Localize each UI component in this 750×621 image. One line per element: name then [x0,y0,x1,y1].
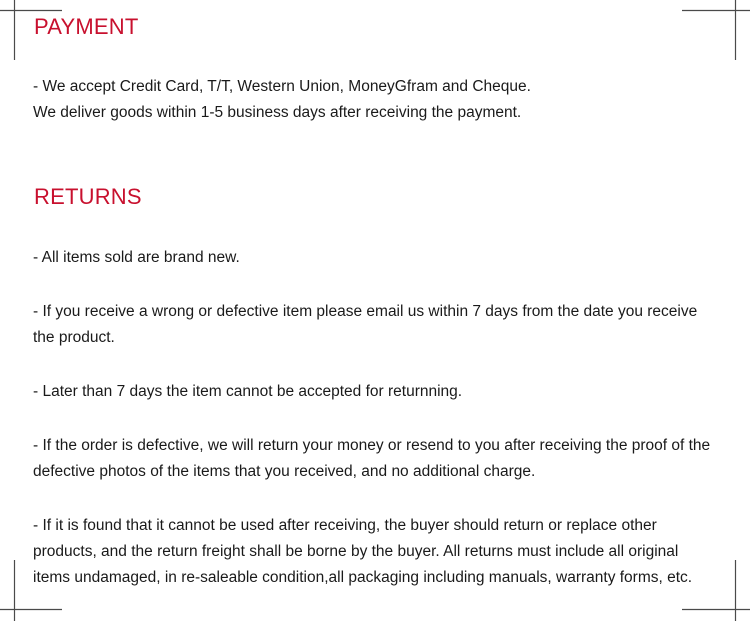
payment-heading: PAYMENT [34,14,139,39]
returns-line: - All items sold are brand new. [33,249,240,266]
returns-line: - If it is found that it cannot be used after receiving, the buyer should return or replace other [33,517,657,534]
payment-text [33,74,733,126]
returns-heading: RETURNS [34,184,142,209]
returns-line: the product. [33,329,115,346]
returns-line: products, and the return freight shall be borne by the buyer. All returns must include all original [33,543,679,560]
returns-item-return-freight [33,513,733,591]
payment-line: We deliver goods within 1-5 business days after receiving the payment. [33,104,522,121]
returns-line: items undamaged, in re-saleable condition,all packaging including manuals, warranty forms, etc. [33,569,693,586]
returns-item-brand-new [33,245,733,271]
returns-line: defective photos of the items that you received, and no additional charge. [33,463,536,480]
returns-item-time-limit [33,379,733,405]
returns-line: - Later than 7 days the item cannot be accepted for returnning. [33,383,463,400]
returns-line: - If you receive a wrong or defective item please email us within 7 days from the date you receive [33,303,698,320]
returns-item-wrong-defective [33,299,733,351]
returns-item-refund [33,433,733,485]
payment-line: - We accept Credit Card, T/T, Western Union, MoneyGfram and Cheque. [33,78,531,95]
returns-line: - If the order is defective, we will return your money or resend to you after receiving the proof of the [33,437,711,454]
